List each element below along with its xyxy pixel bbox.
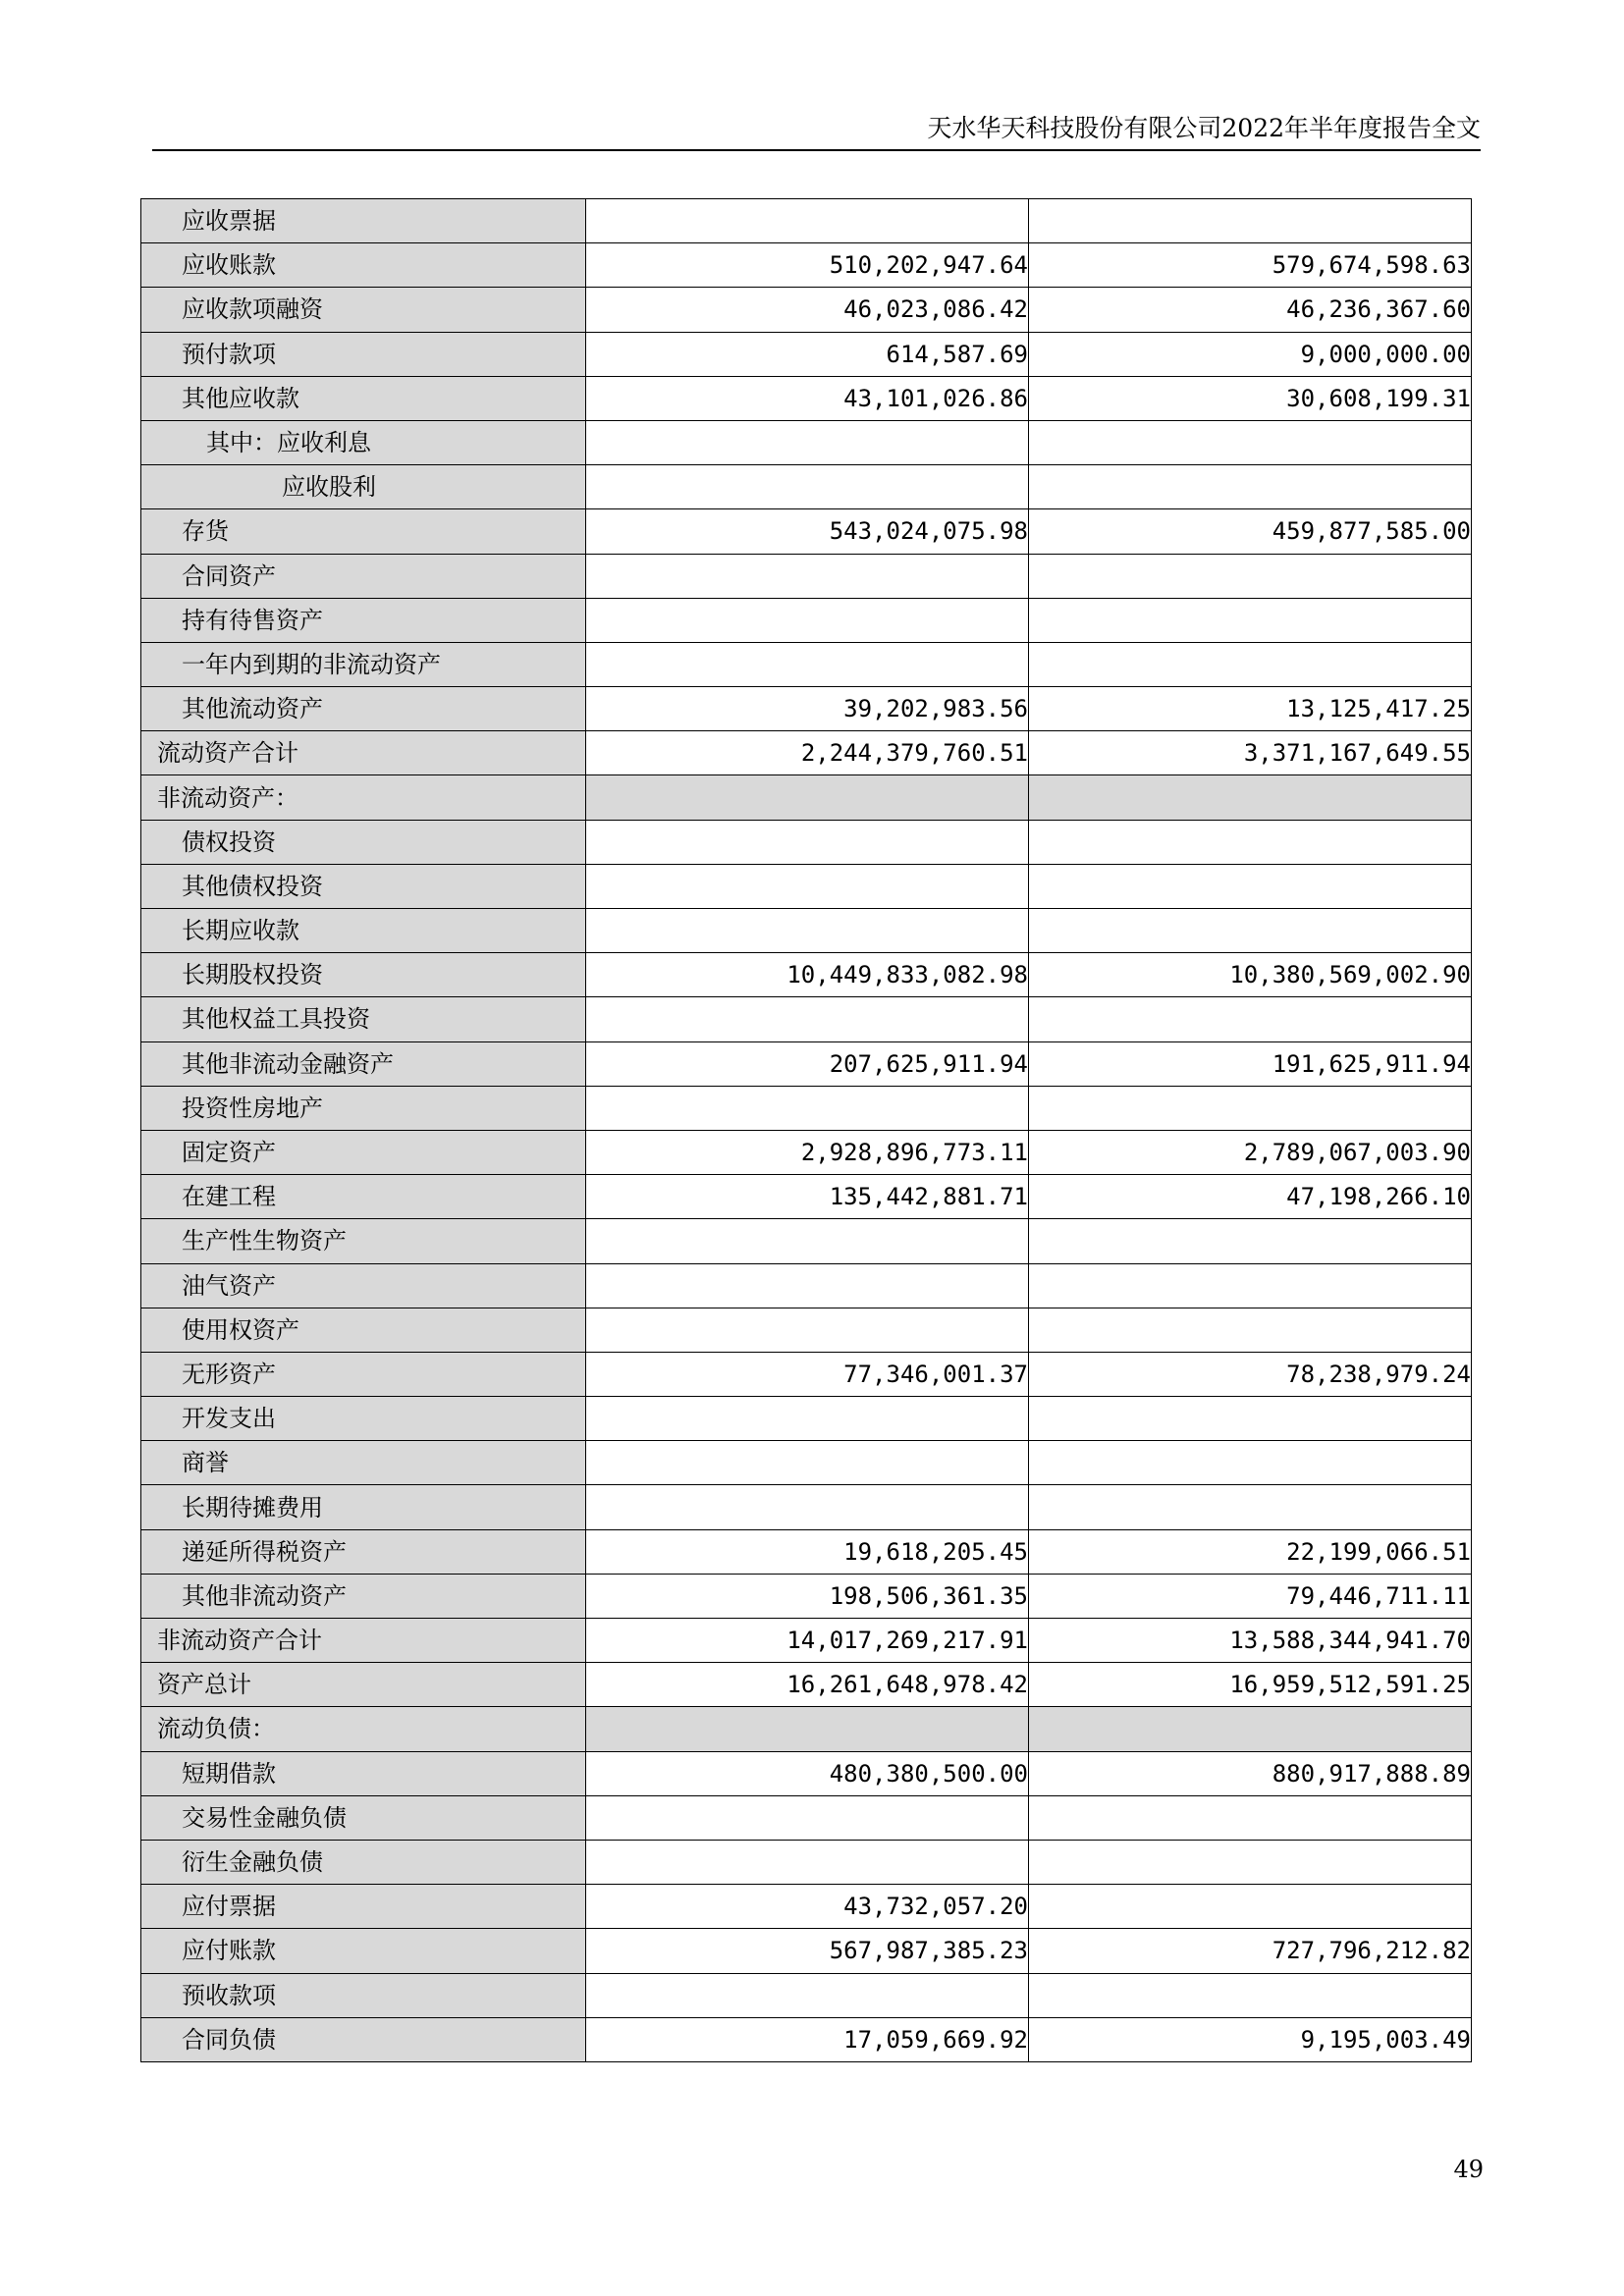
prior-period-value: 579,674,598.63 [1029,243,1472,288]
table-row [141,820,1472,864]
row-label: 交易性金融负债 [141,1795,586,1840]
current-period-value: 46,023,086.42 [586,288,1029,332]
table-row [141,1619,1472,1663]
table-row [141,1885,1472,1929]
current-period-value: 198,506,361.35 [586,1574,1029,1618]
row-label: 合同资产 [141,554,586,598]
prior-period-value [1029,465,1472,509]
table-row [141,1751,1472,1795]
table-row [141,953,1472,997]
table-row [141,1308,1472,1352]
row-label: 资产总计 [141,1663,586,1707]
prior-period-value [1029,420,1472,464]
current-period-value [586,775,1029,820]
table-row [141,775,1472,820]
current-period-value: 43,101,026.86 [586,376,1029,420]
page-number: 49 [1453,2156,1484,2183]
row-label: 应收账款 [141,243,586,288]
row-label: 存货 [141,509,586,554]
table-row [141,1041,1472,1086]
current-period-value: 17,059,669.92 [586,2017,1029,2061]
prior-period-value: 10,380,569,002.90 [1029,953,1472,997]
prior-period-value [1029,864,1472,908]
row-label: 其中：应收利息 [141,420,586,464]
row-label: 长期股权投资 [141,953,586,997]
row-label: 在建工程 [141,1175,586,1219]
prior-period-value: 191,625,911.94 [1029,1041,1472,1086]
row-label: 预付款项 [141,332,586,376]
current-period-value: 2,244,379,760.51 [586,731,1029,775]
table-row [141,1175,1472,1219]
row-label: 商誉 [141,1441,586,1485]
table-row [141,1529,1472,1574]
prior-period-value: 22,199,066.51 [1029,1529,1472,1574]
prior-period-value [1029,554,1472,598]
table-row [141,465,1472,509]
prior-period-value [1029,1219,1472,1263]
row-label: 生产性生物资产 [141,1219,586,1263]
table-row [141,642,1472,686]
table-row [141,1130,1472,1174]
table-row [141,997,1472,1041]
prior-period-value: 9,000,000.00 [1029,332,1472,376]
current-period-value [586,1219,1029,1263]
row-label: 预收款项 [141,1973,586,2017]
current-period-value [586,1795,1029,1840]
current-period-value: 14,017,269,217.91 [586,1619,1029,1663]
row-label: 长期待摊费用 [141,1485,586,1529]
row-label: 开发支出 [141,1397,586,1441]
table-row [141,332,1472,376]
row-label: 合同负债 [141,2017,586,2061]
current-period-value [586,820,1029,864]
row-label: 无形资产 [141,1352,586,1396]
row-label: 债权投资 [141,820,586,864]
current-period-value [586,1086,1029,1130]
current-period-value [586,465,1029,509]
table-row [141,1441,1472,1485]
row-label: 投资性房地产 [141,1086,586,1130]
current-period-value [586,642,1029,686]
table-row [141,1929,1472,1973]
table-row [141,909,1472,953]
row-label: 持有待售资产 [141,598,586,642]
current-period-value [586,1263,1029,1308]
current-period-value: 510,202,947.64 [586,243,1029,288]
table-row [141,1086,1472,1130]
current-period-value [586,554,1029,598]
prior-period-value: 13,125,417.25 [1029,687,1472,731]
current-period-value [586,1441,1029,1485]
prior-period-value: 2,789,067,003.90 [1029,1130,1472,1174]
row-label: 应收股利 [141,465,586,509]
current-period-value: 2,928,896,773.11 [586,1130,1029,1174]
table-row [141,2017,1472,2061]
row-label: 一年内到期的非流动资产 [141,642,586,686]
table-row [141,1574,1472,1618]
table-row [141,1840,1472,1884]
prior-period-value: 3,371,167,649.55 [1029,731,1472,775]
table-row [141,1485,1472,1529]
current-period-value: 43,732,057.20 [586,1885,1029,1929]
prior-period-value: 16,959,512,591.25 [1029,1663,1472,1707]
row-label: 应收款项融资 [141,288,586,332]
table-row [141,288,1472,332]
row-label: 其他权益工具投资 [141,997,586,1041]
current-period-value [586,997,1029,1041]
prior-period-value [1029,1795,1472,1840]
current-period-value: 567,987,385.23 [586,1929,1029,1973]
current-period-value: 10,449,833,082.98 [586,953,1029,997]
prior-period-value [1029,775,1472,820]
table-row [141,1219,1472,1263]
prior-period-value [1029,820,1472,864]
table-row [141,864,1472,908]
row-label: 衍生金融负债 [141,1840,586,1884]
prior-period-value: 13,588,344,941.70 [1029,1619,1472,1663]
report-header-title: 天水华天科技股份有限公司2022年半年度报告全文 [927,114,1481,142]
row-label: 其他非流动资产 [141,1574,586,1618]
current-period-value: 39,202,983.56 [586,687,1029,731]
current-period-value [586,598,1029,642]
prior-period-value: 459,877,585.00 [1029,509,1472,554]
current-period-value: 16,261,648,978.42 [586,1663,1029,1707]
prior-period-value [1029,199,1472,243]
prior-period-value [1029,1086,1472,1130]
table-row [141,420,1472,464]
prior-period-value [1029,1397,1472,1441]
row-label: 应付票据 [141,1885,586,1929]
row-label: 其他流动资产 [141,687,586,731]
row-label: 短期借款 [141,1751,586,1795]
row-label: 流动负债： [141,1707,586,1751]
table-row [141,1352,1472,1396]
prior-period-value: 79,446,711.11 [1029,1574,1472,1618]
prior-period-value [1029,1973,1472,2017]
row-label: 油气资产 [141,1263,586,1308]
prior-period-value [1029,1840,1472,1884]
prior-period-value [1029,642,1472,686]
table-row [141,1973,1472,2017]
row-label: 固定资产 [141,1130,586,1174]
prior-period-value [1029,1441,1472,1485]
row-label: 应收票据 [141,199,586,243]
current-period-value: 19,618,205.45 [586,1529,1029,1574]
current-period-value [586,1840,1029,1884]
table-row [141,243,1472,288]
row-label: 其他债权投资 [141,864,586,908]
prior-period-value [1029,997,1472,1041]
row-label: 流动资产合计 [141,731,586,775]
prior-period-value [1029,1308,1472,1352]
prior-period-value: 30,608,199.31 [1029,376,1472,420]
table-row [141,598,1472,642]
row-label: 其他非流动金融资产 [141,1041,586,1086]
row-label: 递延所得税资产 [141,1529,586,1574]
prior-period-value: 727,796,212.82 [1029,1929,1472,1973]
prior-period-value [1029,909,1472,953]
row-label: 应付账款 [141,1929,586,1973]
current-period-value [586,864,1029,908]
current-period-value [586,909,1029,953]
table-row [141,1707,1472,1751]
prior-period-value: 47,198,266.10 [1029,1175,1472,1219]
current-period-value [586,1397,1029,1441]
table-row [141,1397,1472,1441]
table-row [141,687,1472,731]
current-period-value: 480,380,500.00 [586,1751,1029,1795]
current-period-value [586,1308,1029,1352]
prior-period-value [1029,1485,1472,1529]
table-row [141,199,1472,243]
table-row [141,1663,1472,1707]
current-period-value [586,199,1029,243]
current-period-value: 135,442,881.71 [586,1175,1029,1219]
current-period-value: 77,346,001.37 [586,1352,1029,1396]
table-row [141,1263,1472,1308]
table-row [141,509,1472,554]
prior-period-value: 9,195,003.49 [1029,2017,1472,2061]
row-label: 非流动资产： [141,775,586,820]
balance-sheet-table [140,198,1472,2062]
current-period-value [586,1485,1029,1529]
current-period-value: 207,625,911.94 [586,1041,1029,1086]
prior-period-value: 880,917,888.89 [1029,1751,1472,1795]
prior-period-value [1029,1263,1472,1308]
current-period-value [586,1973,1029,2017]
header-divider [152,149,1481,151]
balance-sheet-body [141,199,1472,2062]
row-label: 使用权资产 [141,1308,586,1352]
table-row [141,376,1472,420]
prior-period-value: 46,236,367.60 [1029,288,1472,332]
prior-period-value [1029,1707,1472,1751]
row-label: 长期应收款 [141,909,586,953]
current-period-value: 543,024,075.98 [586,509,1029,554]
table-row [141,554,1472,598]
current-period-value: 614,587.69 [586,332,1029,376]
row-label: 非流动资产合计 [141,1619,586,1663]
table-row [141,731,1472,775]
table-row [141,1795,1472,1840]
prior-period-value: 78,238,979.24 [1029,1352,1472,1396]
row-label: 其他应收款 [141,376,586,420]
current-period-value [586,1707,1029,1751]
prior-period-value [1029,598,1472,642]
current-period-value [586,420,1029,464]
prior-period-value [1029,1885,1472,1929]
